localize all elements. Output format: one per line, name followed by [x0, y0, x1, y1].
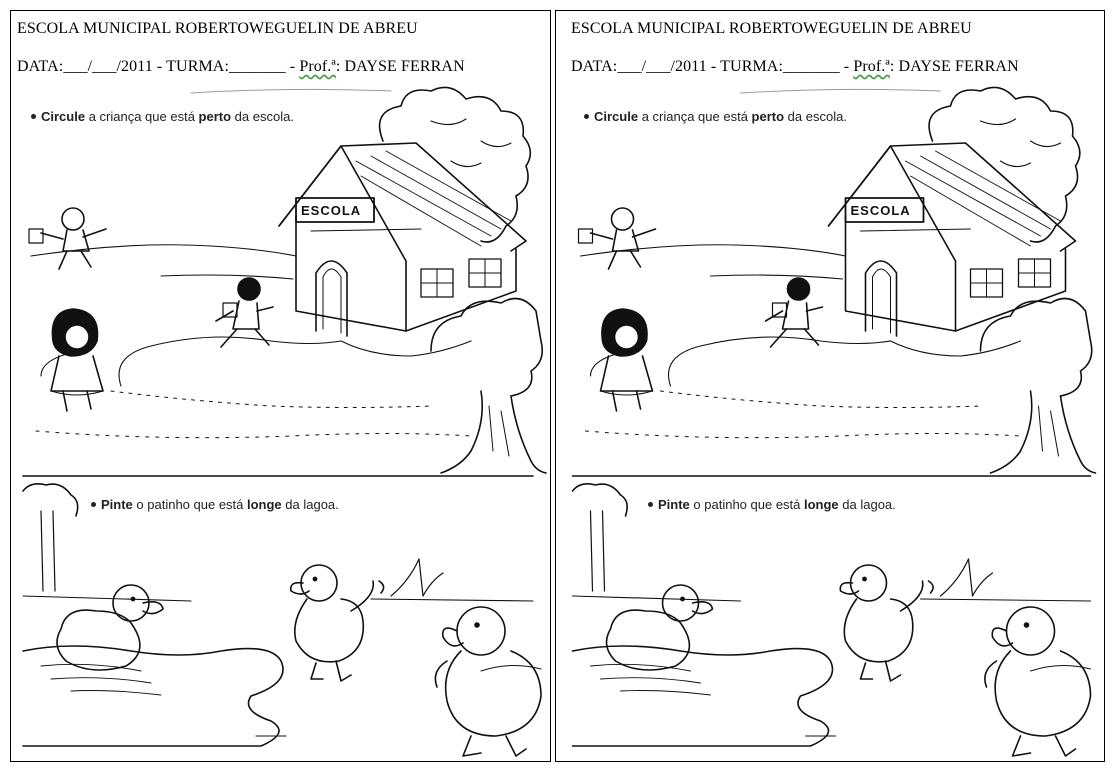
grass-icon: [941, 559, 993, 596]
duck-right-icon: [435, 607, 541, 756]
teacher-label: Prof.ª: [299, 58, 336, 75]
instruction-text-end: da escola.: [784, 109, 847, 124]
instruction-verb: Pinte: [101, 497, 133, 512]
school-sign-text: ESCOLA: [301, 203, 362, 218]
instruction-text-end: da lagoa.: [838, 497, 896, 512]
school-name: ESCOLA MUNICIPAL ROBERTOWEGUELIN DE ABREU: [571, 20, 972, 37]
school-building-icon: [279, 143, 526, 336]
pond-icon: [573, 646, 833, 746]
instruction-paint-duck: [91, 497, 339, 512]
duck-middle-icon: [291, 565, 384, 681]
bullet-icon: [31, 114, 36, 119]
tree-bottom-left-icon: [573, 484, 628, 591]
bullet-icon: [91, 502, 96, 507]
instruction-text-end: da lagoa.: [281, 497, 339, 512]
instruction-circle-child: [584, 109, 847, 124]
child-far-icon: [29, 208, 106, 269]
instruction-verb: Pinte: [658, 497, 690, 512]
tree-bottom-left-icon: [23, 484, 78, 591]
bullet-icon: [584, 114, 589, 119]
child-girl-icon: [51, 309, 103, 411]
teacher-name: : DAYSE FERRAN: [335, 58, 465, 75]
school-name: ESCOLA MUNICIPAL ROBERTOWEGUELIN DE ABREU: [17, 20, 418, 37]
instruction-verb: Circule: [41, 109, 86, 124]
instruction-circle-child: [31, 109, 294, 124]
instruction-keyword: longe: [247, 497, 282, 512]
instruction-text: a criança que está: [638, 109, 752, 124]
worksheet-left: [10, 10, 551, 762]
instruction-keyword: perto: [198, 109, 232, 124]
teacher-label: Prof.ª: [853, 58, 890, 75]
teacher-name: : DAYSE FERRAN: [889, 58, 1019, 75]
instruction-keyword: perto: [751, 109, 785, 124]
instruction-text: o patinho que está: [689, 497, 804, 512]
pond-icon: [23, 646, 283, 746]
school-sign-text: ESCOLA: [850, 203, 911, 218]
tree-right-icon: [431, 299, 546, 474]
duck-right-icon: [985, 607, 1091, 756]
date-class-fields: DATA:___/___/2011 - TURMA:_______ -: [17, 58, 300, 75]
instruction-text: o patinho que está: [132, 497, 247, 512]
instruction-text: a criança que está: [85, 109, 199, 124]
worksheet-right: [555, 10, 1105, 762]
child-girl-icon: [601, 309, 653, 411]
child-far-icon: [579, 208, 656, 269]
bullet-icon: [648, 502, 653, 507]
grass-icon: [391, 559, 443, 596]
instruction-keyword: longe: [804, 497, 839, 512]
duck-middle-icon: [840, 565, 933, 681]
date-class-fields: DATA:___/___/2011 - TURMA:_______ -: [571, 58, 854, 75]
instruction-text-end: da escola.: [231, 109, 294, 124]
tree-right-icon: [981, 299, 1096, 474]
instruction-paint-duck: [648, 497, 896, 512]
instruction-verb: Circule: [594, 109, 639, 124]
school-building-icon: [829, 143, 1076, 336]
